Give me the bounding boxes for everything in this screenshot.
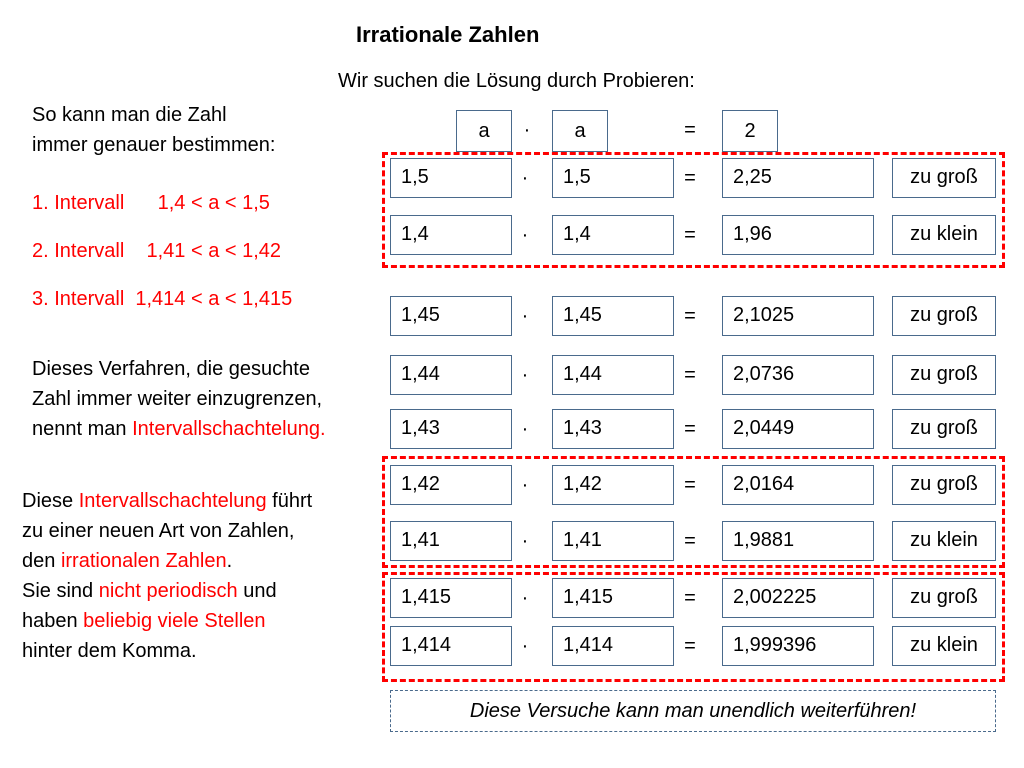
factor-a-cell: 1,41 xyxy=(390,521,512,561)
procedure-highlight: Intervallschachtelung. xyxy=(132,418,326,440)
factor-a-cell: 1,414 xyxy=(390,626,512,666)
text-fragment: und xyxy=(237,580,277,602)
factor-b-cell: 1,415 xyxy=(552,578,674,618)
verdict-cell: zu groß xyxy=(892,578,996,618)
multiply-symbol: · xyxy=(521,474,529,496)
product-cell: 2,1025 xyxy=(722,296,874,336)
multiply-symbol: · xyxy=(521,418,529,440)
factor-a-cell: 1,43 xyxy=(390,409,512,449)
interval-2: 2. Intervall 1,41 < a < 1,42 xyxy=(32,240,282,262)
factor-a-cell: 1,45 xyxy=(390,296,512,336)
interval-3: 3. Intervall 1,414 < a < 1,415 xyxy=(32,288,293,310)
equals-symbol: = xyxy=(684,474,696,496)
highlight: irrationalen Zahlen xyxy=(60,550,227,572)
procedure-text-fragment: nennt man xyxy=(32,418,133,440)
verdict-cell: zu klein xyxy=(892,521,996,561)
multiply-symbol: · xyxy=(521,364,529,386)
header-equals: = xyxy=(684,119,696,141)
conclusion-text xyxy=(22,486,312,666)
procedure-text xyxy=(32,354,326,444)
multiply-symbol: · xyxy=(521,305,529,327)
verdict-cell: zu groß xyxy=(892,409,996,449)
subtitle: Wir suchen die Lösung durch Probieren: xyxy=(338,70,695,92)
verdict-cell: zu groß xyxy=(892,158,996,198)
header-factor-a: a xyxy=(456,110,512,152)
equals-symbol: = xyxy=(684,364,696,386)
factor-a-cell: 1,415 xyxy=(390,578,512,618)
factor-b-cell: 1,41 xyxy=(552,521,674,561)
factor-b-cell: 1,45 xyxy=(552,296,674,336)
product-cell: 2,25 xyxy=(722,158,874,198)
conclusion-line xyxy=(22,576,312,606)
equals-symbol: = xyxy=(684,530,696,552)
equals-symbol: = xyxy=(684,167,696,189)
verdict-cell: zu groß xyxy=(892,296,996,336)
multiply-symbol: · xyxy=(521,635,529,657)
factor-b-cell: 1,4 xyxy=(552,215,674,255)
text-fragment: . xyxy=(226,550,233,572)
conclusion-line: zu einer neuen Art von Zahlen, xyxy=(22,520,295,542)
conclusion-line xyxy=(22,606,312,636)
multiply-symbol: · xyxy=(521,530,529,552)
equals-symbol: = xyxy=(684,305,696,327)
verdict-cell: zu groß xyxy=(892,465,996,505)
header-dot: · xyxy=(523,119,531,141)
highlight: beliebig viele Stellen xyxy=(83,610,266,632)
text-fragment: Diese xyxy=(22,490,79,512)
footer-note: Diese Versuche kann man unendlich weiterführen! xyxy=(390,690,996,732)
factor-a-cell: 1,44 xyxy=(390,355,512,395)
factor-a-cell: 1,42 xyxy=(390,465,512,505)
verdict-cell: zu groß xyxy=(892,355,996,395)
highlight: Intervallschachtelung xyxy=(78,490,267,512)
factor-b-cell: 1,42 xyxy=(552,465,674,505)
conclusion-line xyxy=(22,546,312,576)
text-fragment: den xyxy=(22,550,61,572)
multiply-symbol: · xyxy=(521,167,529,189)
verdict-cell: zu klein xyxy=(892,626,996,666)
factor-b-cell: 1,43 xyxy=(552,409,674,449)
product-cell: 1,9881 xyxy=(722,521,874,561)
equals-symbol: = xyxy=(684,418,696,440)
product-cell: 2,0736 xyxy=(722,355,874,395)
factor-a-cell: 1,5 xyxy=(390,158,512,198)
header-factor-b: a xyxy=(552,110,608,152)
factor-b-cell: 1,5 xyxy=(552,158,674,198)
product-cell: 2,002225 xyxy=(722,578,874,618)
multiply-symbol: · xyxy=(521,587,529,609)
interval-1: 1. Intervall 1,4 < a < 1,5 xyxy=(32,192,270,214)
page-title: Irrationale Zahlen xyxy=(356,22,540,47)
header-result: 2 xyxy=(722,110,778,152)
intro-line: So kann man die Zahl xyxy=(32,104,227,126)
procedure-line: Zahl immer weiter einzugrenzen, xyxy=(32,388,323,410)
conclusion-line xyxy=(22,486,312,516)
factor-b-cell: 1,414 xyxy=(552,626,674,666)
highlight: nicht periodisch xyxy=(98,580,238,602)
intro-line: immer genauer bestimmen: xyxy=(32,134,276,156)
procedure-line xyxy=(32,414,326,444)
conclusion-line: hinter dem Komma. xyxy=(22,640,197,662)
verdict-cell: zu klein xyxy=(892,215,996,255)
equals-symbol: = xyxy=(684,635,696,657)
factor-b-cell: 1,44 xyxy=(552,355,674,395)
text-fragment: haben xyxy=(22,610,84,632)
text-fragment: Sie sind xyxy=(22,580,99,602)
product-cell: 1,96 xyxy=(722,215,874,255)
product-cell: 1,999396 xyxy=(722,626,874,666)
factor-a-cell: 1,4 xyxy=(390,215,512,255)
multiply-symbol: · xyxy=(521,224,529,246)
equals-symbol: = xyxy=(684,224,696,246)
intro-text xyxy=(32,100,275,160)
procedure-line: Dieses Verfahren, die gesuchte xyxy=(32,358,310,380)
product-cell: 2,0164 xyxy=(722,465,874,505)
text-fragment: führt xyxy=(266,490,313,512)
product-cell: 2,0449 xyxy=(722,409,874,449)
equals-symbol: = xyxy=(684,587,696,609)
